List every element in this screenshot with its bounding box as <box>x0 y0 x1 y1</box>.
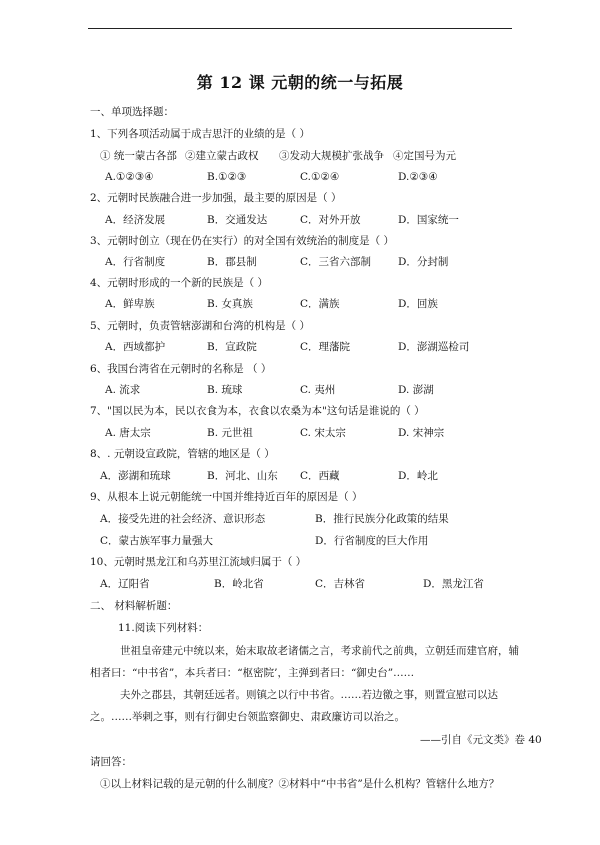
answer-prompt: 请回答： <box>90 756 132 768</box>
q1-item: ③发动大规模扩张战争 <box>279 150 384 162</box>
q2-option: D．国家统一 <box>398 214 459 226</box>
q5-option: B．宣政院 <box>207 341 257 353</box>
q1-item: ②建立蒙古政权 <box>185 150 259 162</box>
q2-option: A．经济发展 <box>105 214 166 226</box>
q1-option: C.①②④ <box>300 171 340 183</box>
q5-option: C．理藩院 <box>300 341 351 353</box>
question-6: 6、我国台湾省在元朝时的名称是 （ ） <box>90 363 272 375</box>
material-text: 夫外之郡县，其朝廷远者。则镇之以行中书省。……若边徼之事，则置宣慰司以达 <box>120 689 498 701</box>
q7-option: A. 唐太宗 <box>105 427 151 439</box>
q6-option: C. 夷州 <box>300 384 336 396</box>
q10-option: D．黑龙江省 <box>423 578 484 590</box>
material-text: 相者曰：“中书省”，本兵者曰：“枢密院’，主弹到者曰：“御史台”…… <box>90 667 415 679</box>
question-9: 9、从根本上说元朝能统一中国并维持近百年的原因是（ ） <box>90 491 363 503</box>
q7-option: D. 宋神宗 <box>398 427 445 439</box>
question-11: 11.阅读下列材料： <box>118 622 209 634</box>
question-10: 10、元朝时黑龙江和乌苏里江流域归属于（ ） <box>90 556 307 568</box>
section-choice: 一、单项选择题： <box>90 106 174 118</box>
question-3: 3、元朝时创立（现在仍在实行）的对全国有效统治的制度是（ ） <box>90 235 395 247</box>
q10-option: A．辽阳省 <box>100 578 150 590</box>
q4-option: B. 女真族 <box>207 298 253 310</box>
q4-option: A．鲜卑族 <box>105 298 155 310</box>
question-8: 8、. 元朝设宣政院，管辖的地区是（ ） <box>90 448 275 460</box>
question-5: 5、元朝时，负责管辖澎湖和台湾的机构是（ ） <box>90 320 311 332</box>
page-title: 第 12 课 元朝的统一与拓展 <box>196 73 404 92</box>
q7-option: B. 元世祖 <box>207 427 253 439</box>
q2-option: B．交通发达 <box>207 214 268 226</box>
q9-option: C．蒙古族军事力量强大 <box>100 535 214 547</box>
q5-option: D．澎湖巡检司 <box>398 341 470 353</box>
q6-option: B. 琉球 <box>207 384 243 396</box>
q10-option: B．岭北省 <box>214 578 264 590</box>
q2-option: C．对外开放 <box>300 214 361 226</box>
material-source: ——引自《元文类》卷 40 <box>420 734 542 746</box>
q4-option: C．满族 <box>300 298 340 310</box>
section-material: 二、 材料解析题： <box>90 600 178 612</box>
q5-option: A．西域都护 <box>105 341 166 353</box>
q8-option: D．岭北 <box>398 470 438 482</box>
question-1: 1、下列各项活动属于成吉思汗的业绩的是（ ） <box>90 128 311 140</box>
sub-question: ①以上材料记载的是元朝的什么制度？②材料中“中书省”是什么机构？管辖什么地方？ <box>100 778 500 790</box>
q7-option: C. 宋太宗 <box>300 427 346 439</box>
q1-option: A.①②③④ <box>105 171 154 183</box>
q9-option: D．行省制度的巨大作用 <box>315 535 429 547</box>
top-rule <box>88 28 512 29</box>
q8-option: B．河北、山东 <box>207 470 278 482</box>
q8-option: A．澎湖和琉球 <box>100 470 171 482</box>
material-text: 之。……举剌之事，则有行御史台领监察御史、肃政廉访司以治之。 <box>90 711 405 723</box>
q1-option: B.①②③ <box>207 171 247 183</box>
q6-option: D. 澎湖 <box>398 384 434 396</box>
q1-item: ④定国号为元 <box>393 150 456 162</box>
q3-option: C．三省六部制 <box>300 256 372 268</box>
q6-option: A. 流求 <box>105 384 141 396</box>
q9-option: A．接受先进的社会经济、意识形态 <box>100 513 266 525</box>
q3-option: B．郡县制 <box>207 256 257 268</box>
q3-option: A．行省制度 <box>105 256 166 268</box>
q8-option: C．西藏 <box>300 470 340 482</box>
q4-option: D．回族 <box>398 298 438 310</box>
question-2: 2、元朝时民族融合进一步加强，最主要的原因是（ ） <box>90 192 342 204</box>
q3-option: D．分封制 <box>398 256 449 268</box>
question-4: 4、元朝时形成的一个新的民族是（ ） <box>90 277 269 289</box>
q1-option: D.②③④ <box>398 171 438 183</box>
question-7: 7、"国以民为本，民以衣食为本，衣食以农桑为本"这句话是谁说的（ ） <box>90 405 425 417</box>
material-text: 世祖皇帝建元中统以来，始末取故老诸儒之言，考求前代之前典，立朝廷而建官府，辅 <box>120 645 519 657</box>
q1-item: ① 统一蒙古各部 <box>100 150 177 162</box>
q10-option: C．吉林省 <box>315 578 366 590</box>
q9-option: B．推行民族分化政策的结果 <box>315 513 449 525</box>
